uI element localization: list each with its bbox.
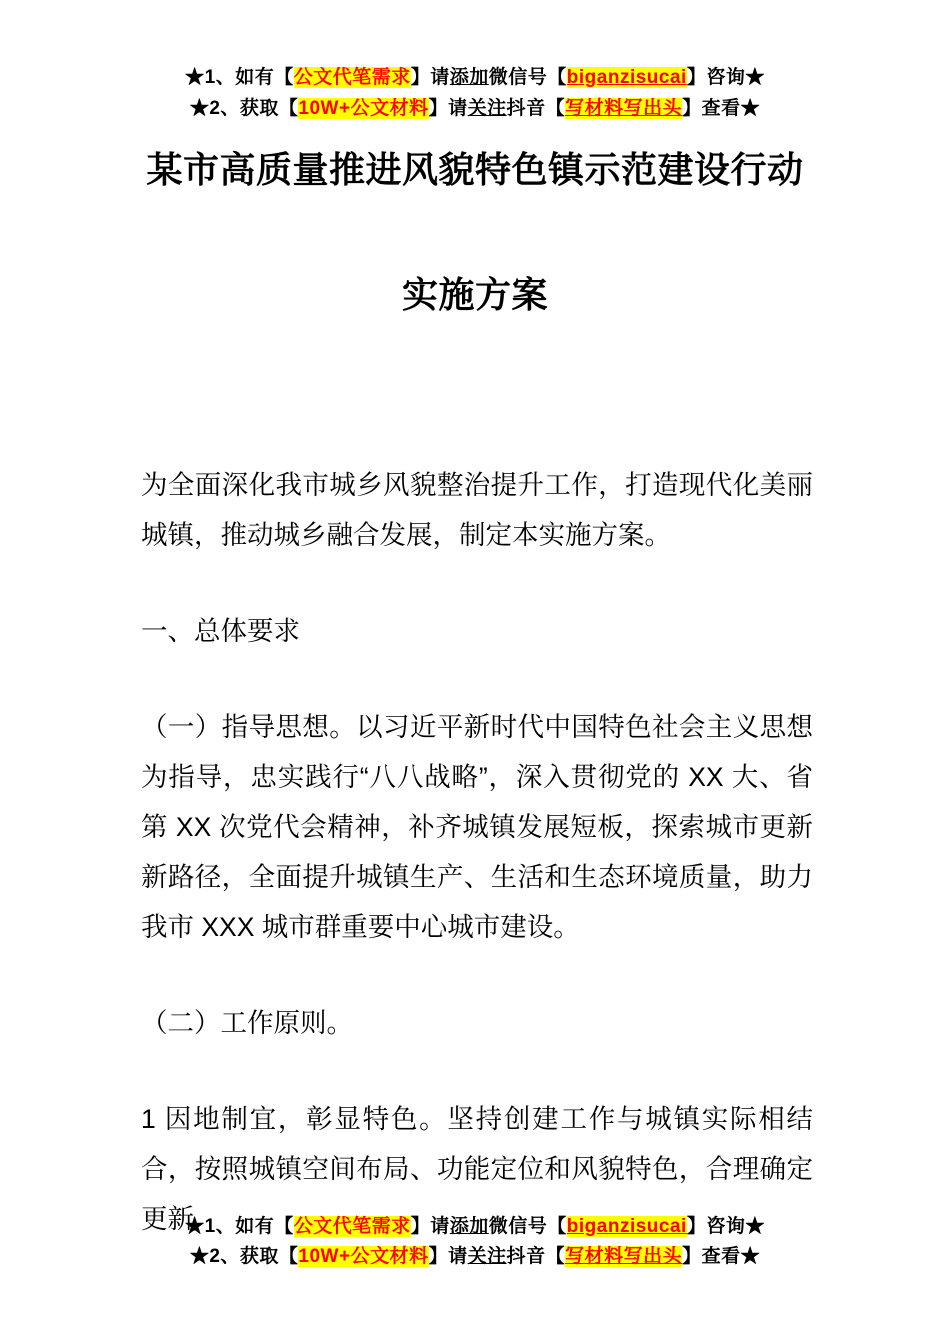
notice-highlight-material: 10W+公文材料: [298, 1246, 429, 1267]
doc-title: [0, 149, 950, 315]
footer-notice: [0, 1212, 950, 1272]
intro-paragraph: 为全面深化我市城乡风貌整治提升工作，打造现代化美丽城镇，推动城乡融合发展，制定本实施方案。: [141, 470, 813, 550]
notice-text: 微信号【: [488, 1216, 567, 1237]
notice-text: 】请: [410, 1216, 450, 1237]
notice-underline-follow: 关注: [467, 98, 507, 119]
notice-text: 】咨询★: [686, 67, 765, 88]
notice-underline-add: 添加: [449, 1216, 489, 1237]
header-notice: [0, 0, 950, 124]
notice-text: 】请: [428, 98, 468, 119]
notice-text: 】查看★: [682, 1246, 761, 1267]
notice-text: 】请: [410, 67, 450, 88]
notice-text: ★2、获取【: [189, 98, 299, 119]
footer-notice-line1: [0, 1212, 950, 1242]
notice-highlight-material: 10W+公文材料: [298, 98, 429, 119]
wechat-id: biganzisucai: [566, 67, 687, 88]
header-notice-line1: [0, 62, 950, 93]
notice-text: 】请: [428, 1246, 468, 1267]
guiding-thought-paragraph: （一）指导思想。以习近平新时代中国特色社会主义思想为指导，忠实践行“八八战略”，深入贯彻党的 XX 大、省第 XX 次党代会精神，补齐城镇发展短板，探索城市更新新路径，全面提升城镇生产、生活和生态环境质量，助力我市 XXX 城市群重要中心城市建设。: [141, 712, 813, 942]
notice-text: ★1、如有【: [185, 1216, 294, 1237]
principles-heading: （二）工作原则。: [141, 1008, 353, 1038]
header-notice-line2: [0, 93, 950, 124]
notice-underline-follow: 关注: [467, 1246, 507, 1267]
douyin-id: 写材料写出头: [565, 1246, 683, 1267]
notice-text: ★1、如有【: [185, 67, 294, 88]
notice-text: ★2、获取【: [189, 1246, 299, 1267]
douyin-id: 写材料写出头: [565, 98, 683, 119]
notice-text: 微信号【: [488, 67, 567, 88]
notice-highlight-need: 公文代笔需求: [293, 1216, 411, 1237]
notice-underline-add: 添加: [449, 67, 489, 88]
notice-highlight-need: 公文代笔需求: [293, 67, 411, 88]
notice-text: 】咨询★: [686, 1216, 765, 1237]
footer-notice-line2: [0, 1242, 950, 1272]
section1-heading: 一、总体要求: [141, 616, 300, 646]
principle1-paragraph: 1 因地制宜，彰显特色。坚持创建工作与城镇实际相结合，按照城镇空间布局、功能定位和风貌特色，合理确定更新: [141, 1104, 813, 1234]
notice-text: 抖音【: [506, 1246, 566, 1267]
doc-title-line2: 实施方案: [401, 274, 548, 315]
doc-title-line1: 某市高质量推进风貌特色镇示范建设行动: [146, 149, 804, 190]
wechat-id: biganzisucai: [566, 1216, 687, 1237]
notice-text: 】查看★: [682, 98, 761, 119]
doc-body: [141, 460, 813, 1244]
notice-text: 抖音【: [506, 98, 566, 119]
